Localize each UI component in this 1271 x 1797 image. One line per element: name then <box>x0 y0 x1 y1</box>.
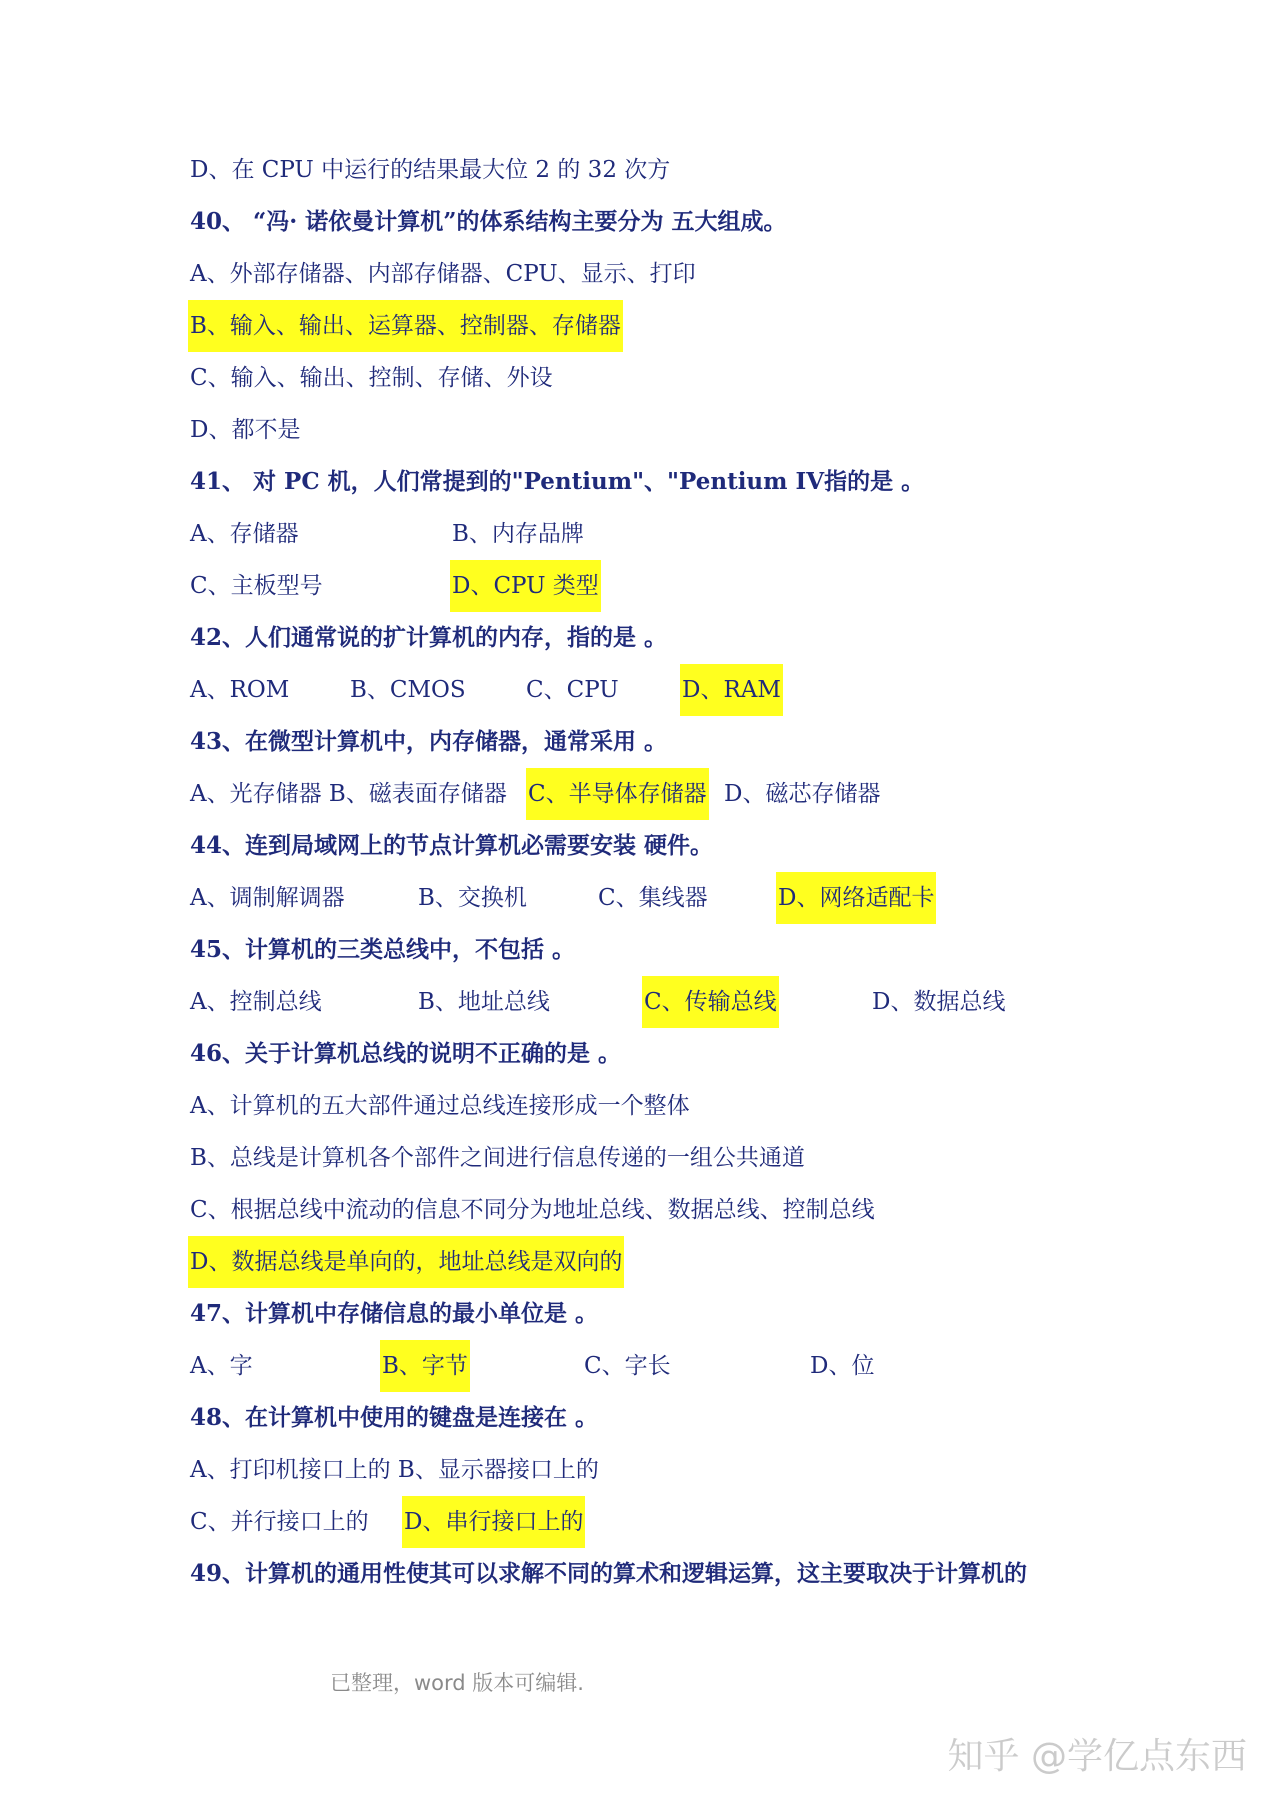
option-41-d-answer: D、CPU 类型 <box>450 560 601 612</box>
question-44: 44、连到局域网上的节点计算机必需要安装 硬件。 <box>190 832 714 859</box>
option-42-b: B、CMOS <box>350 677 466 703</box>
option-46-b: B、总线是计算机各个部件之间进行信息传递的一组公共通道 <box>190 1145 805 1171</box>
option-41-b: B、内存品牌 <box>452 521 584 547</box>
option-42-c: C、CPU <box>526 677 619 703</box>
option-40-d: D、都不是 <box>190 417 301 443</box>
option-45-c-answer: C、传输总线 <box>642 976 779 1028</box>
question-49: 49、计算机的通用性使其可以求解不同的算术和逻辑运算，这主要取决于计算机的 <box>190 1560 1028 1587</box>
footer-note: 已整理，word 版本可编辑. <box>330 1671 584 1695</box>
option-41-c: C、主板型号 <box>190 573 323 599</box>
options-43 <box>190 768 990 820</box>
option-45-d: D、数据总线 <box>872 989 1006 1015</box>
option-48-d-answer: D、串行接口上的 <box>402 1496 585 1548</box>
option-43-c-answer: C、半导体存储器 <box>526 768 709 820</box>
option-46-d-answer: D、数据总线是单向的，地址总线是双向的 <box>188 1236 624 1288</box>
option-40-a: A、外部存储器、内部存储器、CPU、显示、打印 <box>190 261 696 287</box>
options-42 <box>190 664 890 716</box>
option-40-b-answer: B、输入、输出、运算器、控制器、存储器 <box>188 300 623 352</box>
options-45 <box>190 976 1090 1028</box>
option-47-b-answer: B、字节 <box>380 1340 470 1392</box>
option-45-a: A、控制总线 <box>190 989 322 1015</box>
option-42-a: A、ROM <box>190 677 290 703</box>
option-44-a: A、调制解调器 <box>190 885 345 911</box>
question-43: 43、在微型计算机中，内存储器，通常采用 。 <box>190 728 668 755</box>
options-41-row2 <box>190 560 890 612</box>
question-41: 41、 对 PC 机，人们常提到的"Pentium"、"Pentium IV指的是 。 <box>190 468 925 495</box>
option-47-a: A、字 <box>190 1353 253 1379</box>
option-44-d-answer: D、网络适配卡 <box>776 872 936 924</box>
option-44-b: B、交换机 <box>418 885 527 911</box>
question-46: 46、关于计算机总线的说明不正确的是 。 <box>190 1040 622 1067</box>
question-45: 45、计算机的三类总线中，不包括 。 <box>190 936 576 963</box>
option-47-c: C、字长 <box>584 1353 671 1379</box>
option-46-a: A、计算机的五大部件通过总线连接形成一个整体 <box>190 1093 690 1119</box>
options-44 <box>190 872 990 924</box>
option-48-ab: A、打印机接口上的 B、显示器接口上的 <box>190 1457 599 1483</box>
option-48-c: C、并行接口上的 <box>190 1509 369 1535</box>
option-45-b: B、地址总线 <box>418 989 550 1015</box>
watermark: 知乎 @学亿点东西 <box>947 1736 1247 1777</box>
option-line: D、在 CPU 中运行的结果最大位 2 的 32 次方 <box>190 157 671 183</box>
option-44-c: C、集线器 <box>598 885 708 911</box>
options-47 <box>190 1340 990 1392</box>
option-43-ab: A、光存储器 B、磁表面存储器 <box>190 781 507 807</box>
option-47-d: D、位 <box>810 1353 875 1379</box>
question-42: 42、人们通常说的扩计算机的内存，指的是 。 <box>190 624 668 651</box>
options-48-row2 <box>190 1496 890 1548</box>
option-42-d-answer: D、RAM <box>680 664 783 716</box>
options-41-row1 <box>190 508 890 560</box>
option-43-d: D、磁芯存储器 <box>724 781 881 807</box>
option-41-a: A、存储器 <box>190 521 299 547</box>
question-40: 40、 “冯· 诺依曼计算机”的体系结构主要分为 五大组成。 <box>190 208 787 235</box>
question-48: 48、在计算机中使用的键盘是连接在 。 <box>190 1404 599 1431</box>
option-40-c: C、输入、输出、控制、存储、外设 <box>190 365 553 391</box>
option-46-c: C、根据总线中流动的信息不同分为地址总线、数据总线、控制总线 <box>190 1197 875 1223</box>
question-47: 47、计算机中存储信息的最小单位是 。 <box>190 1300 599 1327</box>
